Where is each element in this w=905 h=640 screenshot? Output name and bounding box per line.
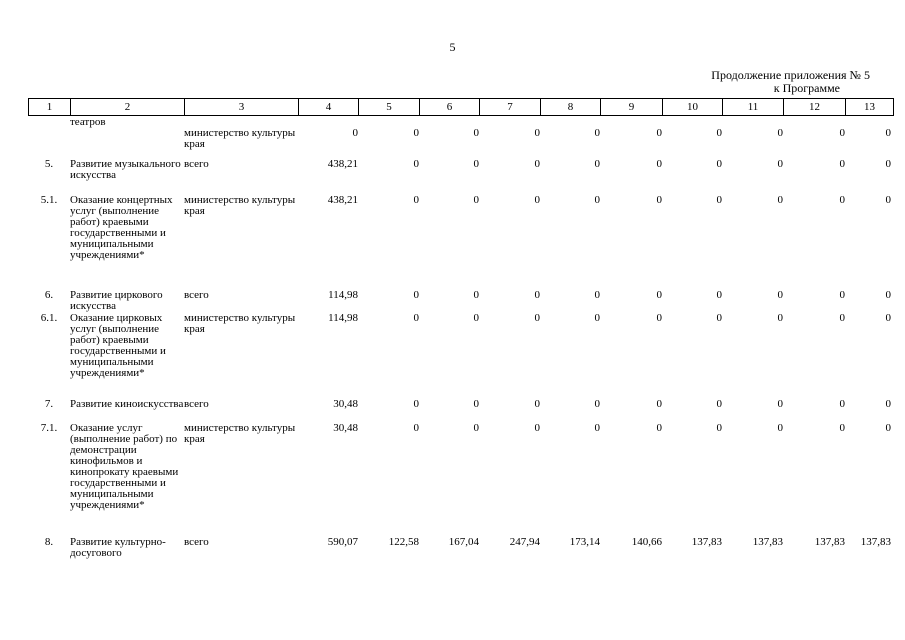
row-executor: всего — [184, 536, 209, 548]
annex-note-line2: к Программе — [773, 81, 840, 95]
row-value-col11: 0 — [777, 289, 783, 301]
header-col-9: 9 — [601, 99, 663, 116]
row-value-col5: 0 — [413, 194, 419, 206]
row-value-col9: 0 — [656, 289, 662, 301]
row-value-col8: 0 — [594, 398, 600, 410]
row-value-col10: 0 — [716, 158, 722, 170]
header-col-10: 10 — [663, 99, 723, 116]
row-num: 6. — [44, 289, 54, 301]
row-value-col13: 0 — [885, 289, 891, 301]
row-value-col8: 0 — [594, 422, 600, 434]
row-value-col6: 0 — [473, 422, 479, 434]
header-col-2: 2 — [71, 99, 185, 116]
row-value-col8: 0 — [594, 194, 600, 206]
header-col-6: 6 — [420, 99, 480, 116]
row-value-col11: 0 — [777, 127, 783, 139]
row-executor: министерство культуры края — [184, 194, 296, 217]
row-value-col11: 0 — [777, 194, 783, 206]
row-value-col13: 0 — [885, 422, 891, 434]
row-value-col9: 140,66 — [631, 536, 662, 548]
row-value-col9: 0 — [656, 158, 662, 170]
row-num — [28, 128, 70, 159]
row-executor: министерство культуры края — [184, 312, 296, 335]
table-row — [28, 195, 893, 290]
row-value-col5: 0 — [413, 289, 419, 301]
row-value-col8: 0 — [594, 127, 600, 139]
annex-note — [660, 69, 870, 95]
row-name: театров — [70, 116, 106, 128]
row-value-col6: 0 — [473, 127, 479, 139]
row-value-col7: 0 — [534, 398, 540, 410]
row-num: 5.1. — [40, 194, 58, 206]
table-row — [28, 399, 893, 423]
row-value-col6: 0 — [473, 312, 479, 324]
row-value-col6: 0 — [473, 398, 479, 410]
row-name: Оказание услуг (выполнение работ) по демонстрации кинофильмов и кинопрокату краевыми государственными и муниципальными учреждениями* — [70, 422, 179, 511]
table-row — [28, 117, 893, 128]
header-col-5: 5 — [359, 99, 420, 116]
row-value-col12: 0 — [839, 398, 845, 410]
row-value-col10: 0 — [716, 422, 722, 434]
header-col-1: 1 — [29, 99, 71, 116]
table-row — [28, 313, 893, 399]
row-name: Оказание цирковых услуг (выполнение работ) краевыми государственными и муниципальными учреждениями* — [70, 312, 166, 379]
row-name: Развитие музыкального искусства — [70, 158, 181, 181]
row-value-col9: 0 — [656, 422, 662, 434]
header-col-3: 3 — [185, 99, 299, 116]
table-row — [28, 159, 893, 195]
row-value-col6: 167,04 — [448, 536, 479, 548]
row-executor: всего — [184, 398, 209, 410]
row-value-col6: 0 — [473, 289, 479, 301]
row-value-col11: 0 — [777, 158, 783, 170]
row-value-col8: 0 — [594, 158, 600, 170]
row-value-col7: 0 — [534, 289, 540, 301]
row-value-col12: 137,83 — [814, 536, 845, 548]
row-executor: министерство культуры края — [184, 422, 296, 445]
row-value-col10: 137,83 — [691, 536, 722, 548]
row-value-col8: 0 — [594, 289, 600, 301]
row-value-col12: 0 — [839, 158, 845, 170]
row-value-col11: 0 — [777, 422, 783, 434]
row-value-col7: 0 — [534, 312, 540, 324]
row-value-col9: 0 — [656, 312, 662, 324]
row-value-col4: 590,07 — [327, 536, 358, 548]
row-value-col5: 0 — [413, 127, 419, 139]
row-value-col13: 137,83 — [860, 536, 891, 548]
row-value-col7: 0 — [534, 127, 540, 139]
row-value-col4: 0 — [352, 127, 358, 139]
row-value-col11: 0 — [777, 398, 783, 410]
header-col-7: 7 — [480, 99, 541, 116]
row-value-col5: 122,58 — [388, 536, 419, 548]
row-value-col11: 0 — [777, 312, 783, 324]
table-header — [28, 98, 894, 116]
row-value-col4: 30,48 — [333, 422, 358, 434]
row-value-col4: 438,21 — [327, 158, 358, 170]
header-row — [29, 99, 894, 116]
row-num: 8. — [44, 536, 54, 548]
header-col-4: 4 — [299, 99, 359, 116]
table-row — [28, 423, 893, 537]
row-name: Развитие циркового искусства — [70, 289, 163, 312]
row-value-col5: 0 — [413, 422, 419, 434]
row-num: 5. — [44, 158, 54, 170]
row-value-col4: 114,98 — [328, 312, 358, 324]
row-value-col6: 0 — [473, 158, 479, 170]
row-value-col12: 0 — [839, 422, 845, 434]
table-body — [28, 117, 893, 567]
row-value-col13: 0 — [885, 312, 891, 324]
table-row — [28, 537, 893, 567]
row-value-col10: 0 — [716, 127, 722, 139]
row-value-col7: 247,94 — [509, 536, 540, 548]
row-value-col8: 173,14 — [569, 536, 600, 548]
row-value-col12: 0 — [839, 289, 845, 301]
row-value-col10: 0 — [716, 312, 722, 324]
header-col-8: 8 — [541, 99, 601, 116]
row-value-col12: 0 — [839, 194, 845, 206]
row-value-col4: 438,21 — [327, 194, 358, 206]
header-col-11: 11 — [723, 99, 784, 116]
annex-note-line1: Продолжение приложения № 5 — [711, 68, 870, 82]
row-value-col13: 0 — [885, 158, 891, 170]
row-value-col7: 0 — [534, 422, 540, 434]
row-value-col9: 0 — [656, 398, 662, 410]
table-row — [28, 290, 893, 313]
row-value-col12: 0 — [839, 312, 845, 324]
row-value-col9: 0 — [656, 127, 662, 139]
row-value-col4: 30,48 — [333, 398, 358, 410]
row-value-col13: 0 — [885, 194, 891, 206]
row-value-col13: 0 — [885, 398, 891, 410]
row-num — [28, 117, 70, 128]
row-executor: всего — [184, 289, 209, 301]
row-value-col7: 0 — [534, 158, 540, 170]
row-value-col11: 137,83 — [752, 536, 783, 548]
row-value-col8: 0 — [594, 312, 600, 324]
row-value-col9: 0 — [656, 194, 662, 206]
row-name: Развитие культурно-досугового — [70, 536, 166, 559]
row-num: 7. — [44, 398, 54, 410]
row-value-col7: 0 — [534, 194, 540, 206]
row-value-col10: 0 — [716, 194, 722, 206]
row-value-col10: 0 — [716, 398, 722, 410]
row-value-col4: 114,98 — [328, 289, 358, 301]
row-value-col10: 0 — [716, 289, 722, 301]
page-number: 5 — [449, 40, 456, 54]
row-value-col6: 0 — [473, 194, 479, 206]
row-num: 7.1. — [40, 422, 58, 434]
header-col-13: 13 — [846, 99, 894, 116]
header-col-12: 12 — [784, 99, 846, 116]
row-name: Оказание концертных услуг (выполнение работ) краевыми государственными и муниципальными учреждениями* — [70, 194, 173, 261]
row-value-col5: 0 — [413, 312, 419, 324]
table-row — [28, 128, 893, 159]
row-name — [70, 128, 184, 159]
row-name: Развитие киноискусства — [70, 398, 184, 410]
row-executor: всего — [184, 158, 209, 170]
row-value-col13: 0 — [885, 127, 891, 139]
row-executor: министерство культуры края — [184, 127, 296, 150]
row-num: 6.1. — [40, 312, 58, 324]
row-value-col5: 0 — [413, 398, 419, 410]
row-value-col5: 0 — [413, 158, 419, 170]
row-value-col12: 0 — [839, 127, 845, 139]
